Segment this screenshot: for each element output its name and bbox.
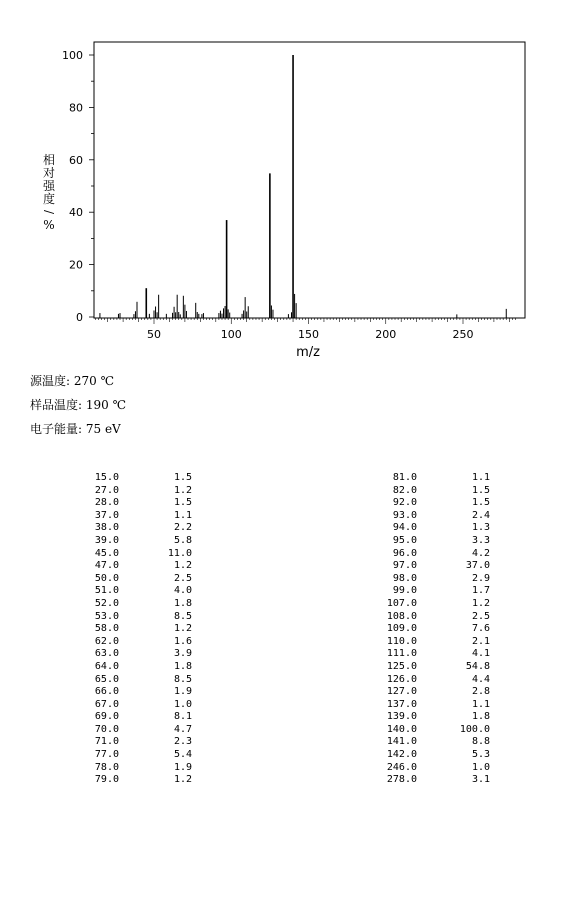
table-row xyxy=(70,560,192,573)
plot-frame xyxy=(94,42,525,318)
intensity-cell: 3.3 xyxy=(471,534,490,546)
intensity-cell: 4.1 xyxy=(471,648,490,660)
y-axis-label-char: % xyxy=(43,218,55,232)
table-row xyxy=(368,560,490,573)
table-row xyxy=(70,548,192,561)
intensity-cell: 37.0 xyxy=(465,560,490,572)
table-row xyxy=(368,774,490,787)
mz-cell: 109.0 xyxy=(386,623,417,635)
mz-cell: 50.0 xyxy=(94,572,119,584)
mz-cell: 127.0 xyxy=(386,686,417,698)
table-row xyxy=(70,762,192,775)
intensity-cell: 8.8 xyxy=(471,736,490,748)
intensity-cell: 1.1 xyxy=(471,472,490,483)
mz-cell: 96.0 xyxy=(392,547,417,559)
intensity-cell: 4.0 xyxy=(173,585,192,597)
table-row xyxy=(368,598,490,611)
y-axis-label-char: 相 xyxy=(42,153,56,167)
intensity-cell: 3.1 xyxy=(471,774,490,786)
electron-energy: 电子能量: 75 eV xyxy=(30,422,121,436)
mz-cell: 65.0 xyxy=(94,673,119,685)
mz-cell: 47.0 xyxy=(94,560,119,572)
table-row xyxy=(368,724,490,737)
mz-cell: 53.0 xyxy=(94,610,119,622)
y-tick-label: 0 xyxy=(76,311,83,324)
intensity-cell: 1.5 xyxy=(471,484,490,496)
table-row xyxy=(368,535,490,548)
mz-cell: 28.0 xyxy=(94,497,119,509)
table-row xyxy=(368,611,490,624)
y-axis-label-char: 对 xyxy=(42,166,56,180)
table-row xyxy=(368,497,490,510)
intensity-cell: 54.8 xyxy=(465,660,490,672)
table-row xyxy=(368,749,490,762)
mz-cell: 141.0 xyxy=(386,736,417,748)
intensity-cell: 2.8 xyxy=(471,686,490,698)
intensity-cell: 7.6 xyxy=(471,623,490,635)
intensity-cell: 1.2 xyxy=(471,597,490,609)
mz-cell: 111.0 xyxy=(386,648,417,660)
mz-cell: 70.0 xyxy=(94,723,119,735)
intensity-cell: 8.1 xyxy=(173,711,192,723)
mz-cell: 63.0 xyxy=(94,648,119,660)
y-axis-label-char: / xyxy=(42,209,56,215)
intensity-cell: 1.2 xyxy=(173,774,192,786)
table-row xyxy=(70,573,192,586)
peak-bars xyxy=(100,55,506,318)
table-row xyxy=(70,674,192,687)
x-axis-label: m/z xyxy=(296,345,320,360)
intensity-cell: 2.3 xyxy=(173,736,192,748)
mz-cell: 27.0 xyxy=(94,484,119,496)
intensity-cell: 1.8 xyxy=(173,660,192,672)
x-tick-label: 150 xyxy=(298,328,319,341)
intensity-cell: 1.6 xyxy=(173,635,192,647)
intensity-cell: 8.5 xyxy=(173,610,192,622)
intensity-cell: 5.3 xyxy=(471,749,490,761)
mz-cell: 15.0 xyxy=(94,472,119,483)
intensity-cell: 2.9 xyxy=(471,572,490,584)
intensity-cell: 1.9 xyxy=(173,686,192,698)
table-row xyxy=(368,623,490,636)
mz-cell: 64.0 xyxy=(94,660,119,672)
intensity-cell: 1.7 xyxy=(471,585,490,597)
axis-labels xyxy=(42,49,474,360)
table-row xyxy=(70,522,192,535)
intensity-cell: 5.8 xyxy=(173,534,192,546)
mz-cell: 93.0 xyxy=(392,509,417,521)
table-row xyxy=(70,774,192,787)
table-row xyxy=(70,736,192,749)
mz-cell: 139.0 xyxy=(386,711,417,723)
mz-cell: 37.0 xyxy=(94,509,119,521)
mz-cell: 92.0 xyxy=(392,497,417,509)
mz-cell: 69.0 xyxy=(94,711,119,723)
mz-cell: 94.0 xyxy=(392,522,417,534)
intensity-cell: 1.0 xyxy=(471,761,490,773)
table-row xyxy=(368,485,490,498)
mz-cell: 52.0 xyxy=(94,597,119,609)
intensity-cell: 4.2 xyxy=(471,547,490,559)
table-row xyxy=(368,661,490,674)
y-tick-label: 20 xyxy=(69,258,83,272)
intensity-cell: 11.0 xyxy=(167,547,192,559)
mz-cell: 45.0 xyxy=(94,547,119,559)
table-row xyxy=(70,699,192,712)
intensity-cell: 1.5 xyxy=(173,472,192,483)
mz-cell: 95.0 xyxy=(392,534,417,546)
source-temperature: 源温度: 270 ℃ xyxy=(30,374,115,388)
y-tick-label: 80 xyxy=(69,101,83,115)
mz-cell: 71.0 xyxy=(94,736,119,748)
mz-cell: 39.0 xyxy=(94,534,119,546)
table-row xyxy=(368,711,490,724)
intensity-cell: 1.8 xyxy=(471,711,490,723)
intensity-cell: 4.7 xyxy=(173,723,192,735)
x-tick-label: 200 xyxy=(375,328,397,341)
table-row xyxy=(70,585,192,598)
intensity-cell: 100.0 xyxy=(459,723,490,735)
table-row xyxy=(368,686,490,699)
intensity-cell: 2.2 xyxy=(173,522,192,534)
mz-cell: 246.0 xyxy=(386,761,417,773)
mz-cell: 98.0 xyxy=(392,572,417,584)
mz-cell: 107.0 xyxy=(386,597,417,609)
axis-ticks xyxy=(89,55,516,324)
x-tick-label: 100 xyxy=(220,328,242,341)
table-row xyxy=(368,699,490,712)
table-row xyxy=(70,535,192,548)
mz-cell: 67.0 xyxy=(94,698,119,710)
mz-cell: 125.0 xyxy=(386,660,417,672)
intensity-cell: 1.0 xyxy=(173,698,192,710)
table-row xyxy=(368,636,490,649)
intensity-cell: 2.4 xyxy=(471,509,490,521)
intensity-cell: 8.5 xyxy=(173,673,192,685)
intensity-cell: 1.1 xyxy=(173,509,192,521)
table-row xyxy=(70,472,192,485)
mz-cell: 108.0 xyxy=(386,610,417,622)
mz-cell: 140.0 xyxy=(386,723,417,735)
intensity-cell: 1.3 xyxy=(471,522,490,534)
intensity-cell: 1.2 xyxy=(173,560,192,572)
table-row xyxy=(368,573,490,586)
table-row xyxy=(70,598,192,611)
intensity-cell: 1.8 xyxy=(173,597,192,609)
mass-spectrum-chart xyxy=(0,0,570,370)
mz-cell: 62.0 xyxy=(94,635,119,647)
table-row xyxy=(368,674,490,687)
mz-cell: 126.0 xyxy=(386,673,417,685)
table-row xyxy=(70,497,192,510)
mz-cell: 81.0 xyxy=(392,472,417,483)
y-axis-label-char: 度 xyxy=(42,192,56,206)
y-tick-label: 40 xyxy=(69,206,83,220)
mz-cell: 137.0 xyxy=(386,698,417,710)
mz-cell: 77.0 xyxy=(94,749,119,761)
mz-cell: 110.0 xyxy=(386,635,417,647)
mz-cell: 66.0 xyxy=(94,686,119,698)
intensity-cell: 1.5 xyxy=(471,497,490,509)
peak-table-right xyxy=(368,472,490,787)
intensity-cell: 2.1 xyxy=(471,635,490,647)
table-row xyxy=(70,661,192,674)
table-row xyxy=(368,736,490,749)
intensity-cell: 1.2 xyxy=(173,484,192,496)
mz-cell: 58.0 xyxy=(94,623,119,635)
table-row xyxy=(70,485,192,498)
mz-cell: 142.0 xyxy=(386,749,417,761)
table-row xyxy=(368,762,490,775)
y-tick-label: 60 xyxy=(69,153,83,167)
intensity-cell: 1.2 xyxy=(173,623,192,635)
table-row xyxy=(70,749,192,762)
y-tick-label: 100 xyxy=(62,49,83,62)
table-row xyxy=(70,686,192,699)
x-tick-label: 50 xyxy=(147,328,161,341)
table-row xyxy=(70,611,192,624)
sample-temperature: 样品温度: 190 ℃ xyxy=(30,398,127,412)
mz-cell: 51.0 xyxy=(94,585,119,597)
table-row xyxy=(368,522,490,535)
intensity-cell: 1.5 xyxy=(173,497,192,509)
mz-cell: 38.0 xyxy=(94,522,119,534)
mz-cell: 79.0 xyxy=(94,774,119,786)
table-row xyxy=(368,472,490,485)
table-row xyxy=(368,510,490,523)
intensity-cell: 3.9 xyxy=(173,648,192,660)
table-row xyxy=(368,648,490,661)
peak-table-left xyxy=(70,472,192,787)
mz-cell: 99.0 xyxy=(392,585,417,597)
table-row xyxy=(70,636,192,649)
x-tick-label: 250 xyxy=(452,328,474,341)
y-axis-label-char: 强 xyxy=(42,179,56,193)
intensity-cell: 1.1 xyxy=(471,698,490,710)
table-row xyxy=(70,648,192,661)
table-row xyxy=(70,711,192,724)
mz-cell: 97.0 xyxy=(392,560,417,572)
table-row xyxy=(70,724,192,737)
mz-cell: 278.0 xyxy=(386,774,417,786)
plot-border xyxy=(94,42,525,318)
table-row xyxy=(70,510,192,523)
intensity-cell: 1.9 xyxy=(173,761,192,773)
intensity-cell: 2.5 xyxy=(173,572,192,584)
mz-cell: 82.0 xyxy=(392,484,417,496)
intensity-cell: 2.5 xyxy=(471,610,490,622)
table-row xyxy=(368,548,490,561)
mz-cell: 78.0 xyxy=(94,761,119,773)
intensity-cell: 5.4 xyxy=(173,749,192,761)
table-row xyxy=(368,585,490,598)
table-row xyxy=(70,623,192,636)
intensity-cell: 4.4 xyxy=(471,673,490,685)
